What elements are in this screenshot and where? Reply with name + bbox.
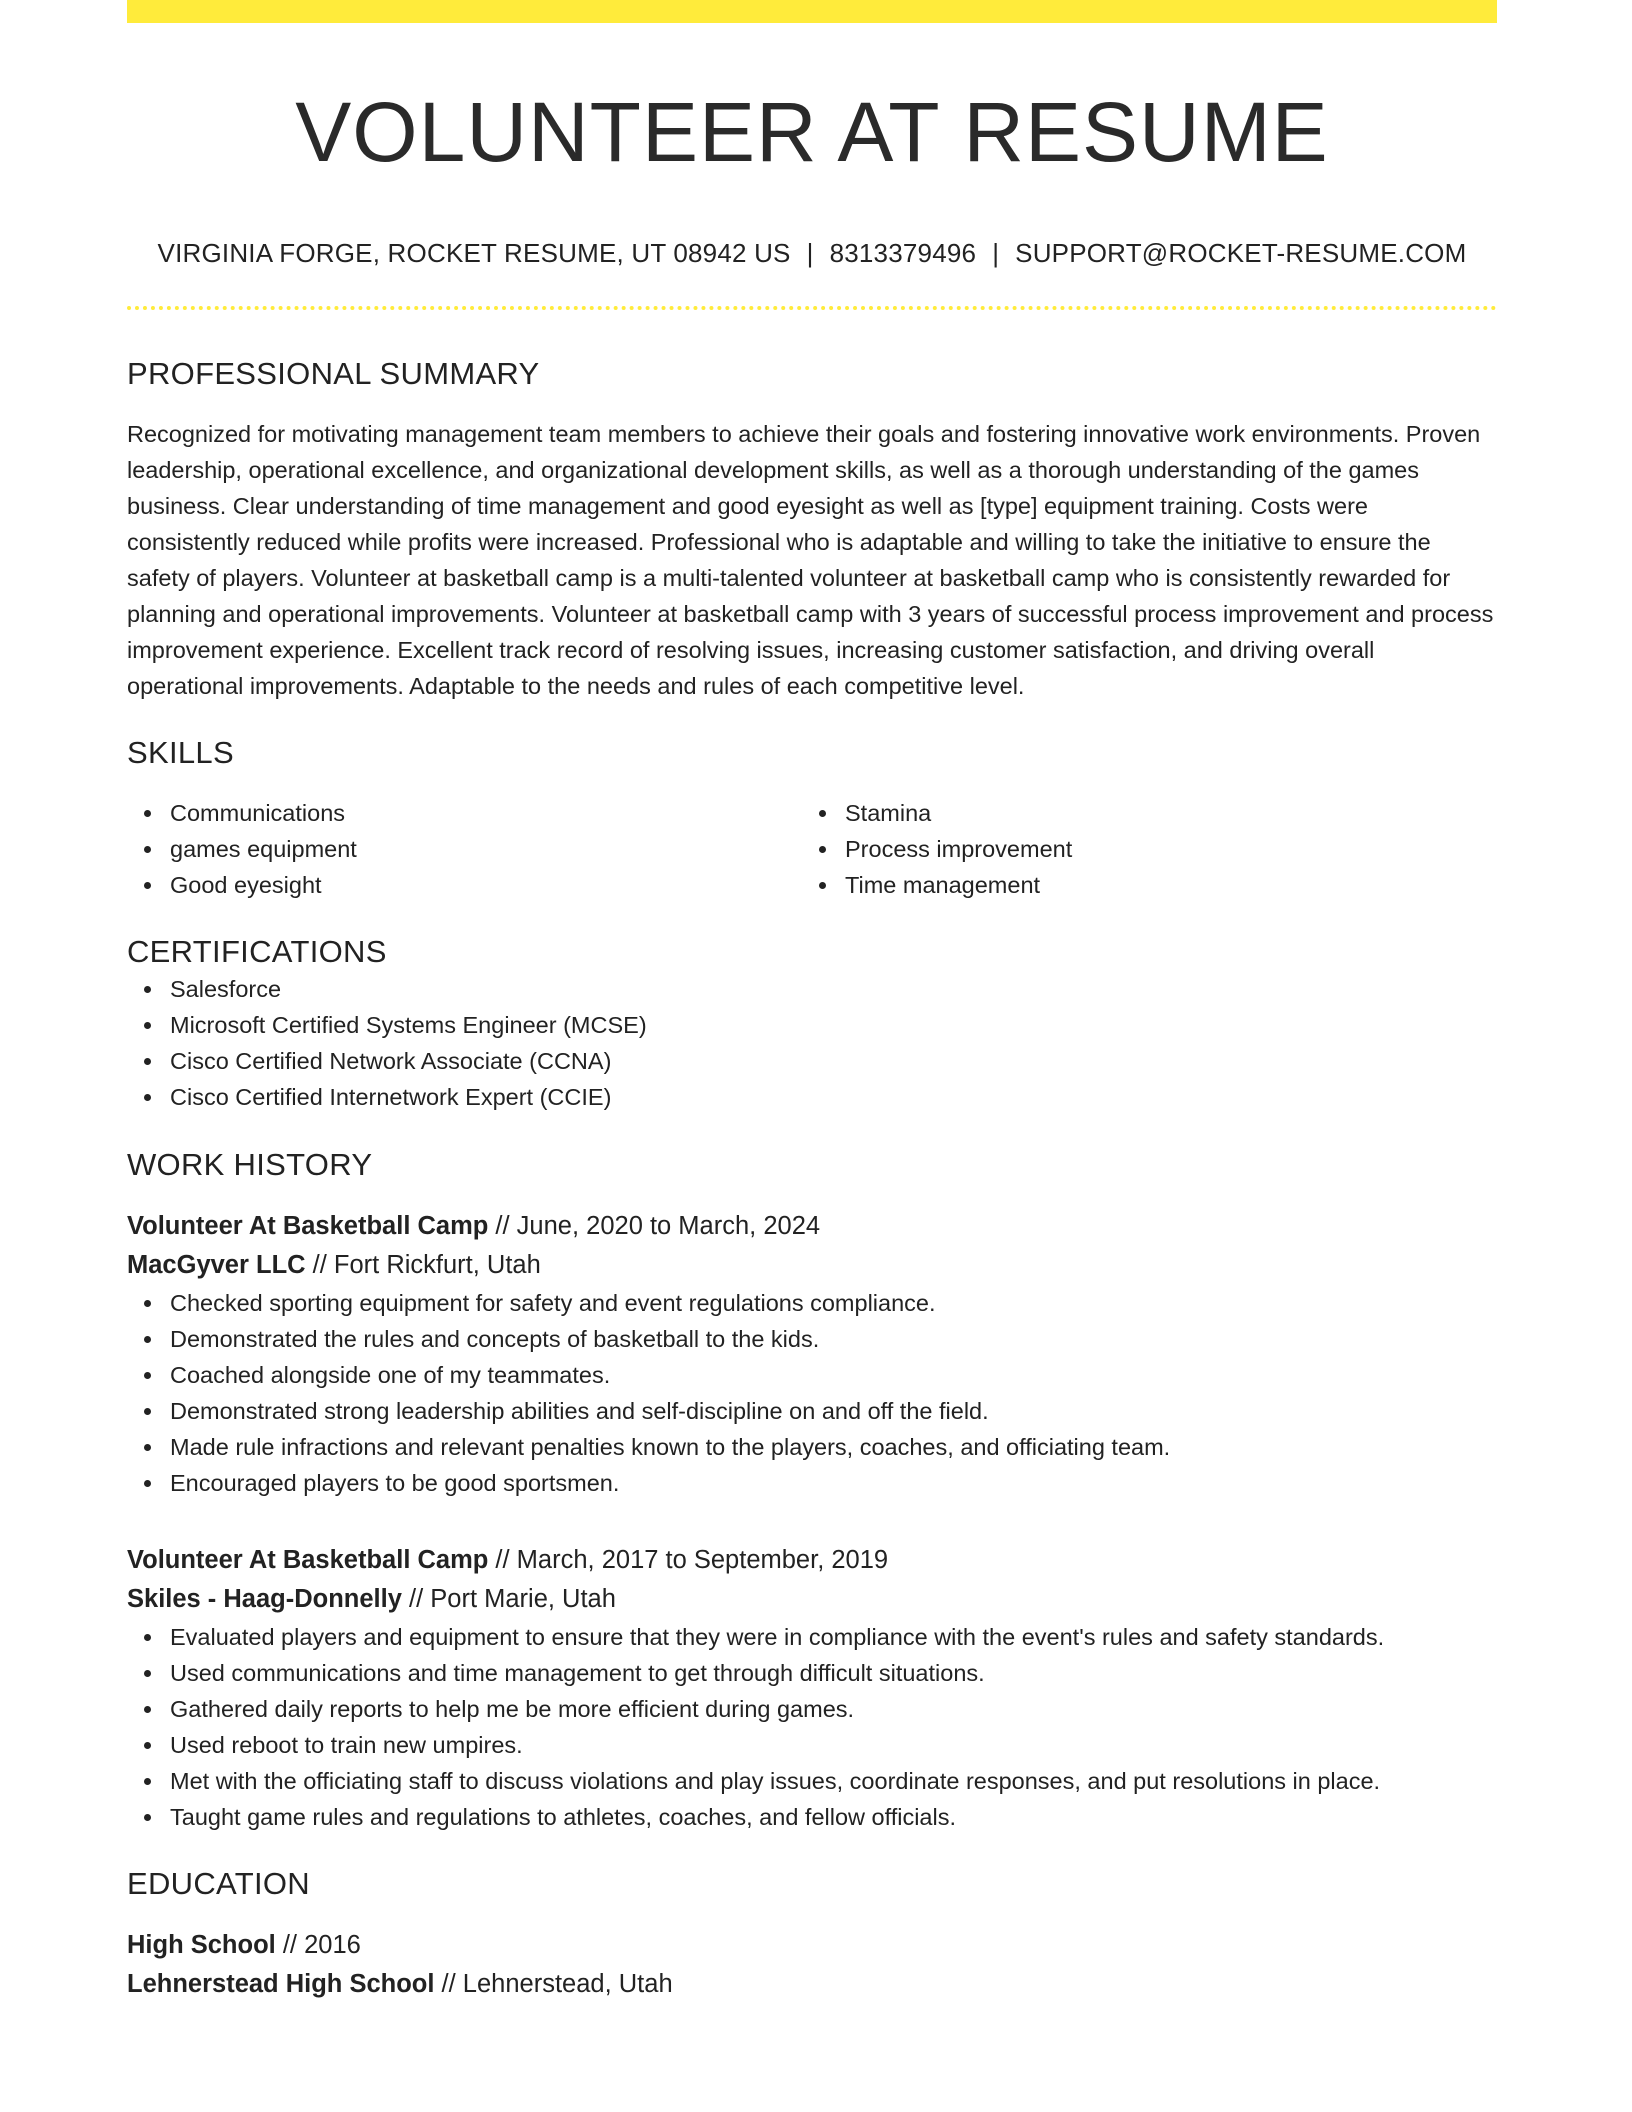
skills-list-right	[802, 795, 1477, 903]
contact-separator: |	[806, 238, 814, 268]
contact-address: VIRGINIA FORGE, ROCKET RESUME, UT 08942 US	[157, 238, 791, 268]
job-duty: Used communications and time management to get through difficult situations.	[127, 1655, 1497, 1691]
accent-bar	[127, 0, 1497, 23]
section-title-work-history: WORK HISTORY	[127, 1147, 373, 1182]
section-title-skills: SKILLS	[127, 735, 234, 770]
job-dates: // June, 2020 to March, 2024	[488, 1212, 821, 1240]
dotted-divider	[127, 306, 1497, 310]
certification-item: Cisco Certified Internetwork Expert (CCIE)	[127, 1079, 1497, 1115]
skill-item: games equipment	[127, 831, 802, 867]
certifications-section	[127, 933, 1497, 1115]
skill-item: Communications	[127, 795, 802, 831]
work-history-section	[127, 1146, 1497, 1835]
job-title-line	[127, 1541, 1497, 1580]
education-degree-line	[127, 1926, 1497, 1965]
certification-item: Microsoft Certified Systems Engineer (MCSE)	[127, 1007, 1497, 1043]
job-dates: // March, 2017 to September, 2019	[488, 1546, 889, 1574]
certification-item: Cisco Certified Network Associate (CCNA)	[127, 1043, 1497, 1079]
education-school: Lehnerstead High School	[127, 1970, 435, 1998]
education-year: // 2016	[275, 1931, 361, 1959]
job-duty: Taught game rules and regulations to athletes, coaches, and fellow officials.	[127, 1799, 1497, 1835]
job-company-line	[127, 1246, 1497, 1285]
skills-grid	[127, 795, 1497, 903]
resume-content	[127, 23, 1497, 2004]
education-location: // Lehnerstead, Utah	[434, 1970, 673, 1998]
education-school-line	[127, 1965, 1497, 2004]
certification-item: Salesforce	[127, 971, 1497, 1007]
skills-column-right	[802, 795, 1477, 903]
job-entry	[127, 1541, 1497, 1835]
education-entry	[127, 1926, 1497, 2004]
job-company-line	[127, 1580, 1497, 1619]
section-title-summary: PROFESSIONAL SUMMARY	[127, 356, 540, 391]
skill-item: Process improvement	[802, 831, 1477, 867]
job-duty: Demonstrated strong leadership abilities and self-discipline on and off the field.	[127, 1393, 1497, 1429]
section-title-certifications: CERTIFICATIONS	[127, 934, 387, 969]
job-title-line	[127, 1207, 1497, 1246]
job-duty: Checked sporting equipment for safety and event regulations compliance.	[127, 1285, 1497, 1321]
contact-phone: 8313379496	[829, 238, 977, 268]
summary-text: Recognized for motivating management team members to achieve their goals and fostering innovative work environments. Proven leadership, operational excellence, and organizational development skills, as well as a thorough understanding of the games business. Clear understanding of time management and good eyesight as well as [type] equipment training. Costs were consistently reduced while profits were increased. Professional who is adaptable and willing to take the initiative to ensure the safety of players. Volunteer at basketball camp is a multi-talented volunteer at basketball camp who is consistently rewarded for planning and operational improvements. Volunteer at basketball camp with 3 years of successful process improvement and process improvement experience. Excellent track record of resolving issues, increasing customer satisfaction, and driving overall operational improvements. Adaptable to the needs and rules of each competitive level.	[127, 421, 1494, 699]
education-section	[127, 1865, 1497, 2004]
skill-item: Stamina	[802, 795, 1477, 831]
contact-separator: |	[992, 238, 1000, 268]
skill-item: Time management	[802, 867, 1477, 903]
skills-section	[127, 734, 1497, 903]
contact-line	[127, 237, 1497, 269]
job-company: MacGyver LLC	[127, 1251, 306, 1279]
contact-email: SUPPORT@ROCKET-RESUME.COM	[1015, 238, 1467, 268]
job-duty: Made rule infractions and relevant penalties known to the players, coaches, and officiating team.	[127, 1429, 1497, 1465]
job-entry	[127, 1207, 1497, 1501]
job-duty: Coached alongside one of my teammates.	[127, 1357, 1497, 1393]
job-duty: Demonstrated the rules and concepts of basketball to the kids.	[127, 1321, 1497, 1357]
job-role: Volunteer At Basketball Camp	[127, 1212, 489, 1240]
job-company: Skiles - Haag-Donnelly	[127, 1585, 402, 1613]
job-duty: Gathered daily reports to help me be more efficient during games.	[127, 1691, 1497, 1727]
job-duty: Met with the officiating staff to discuss violations and play issues, coordinate responses, and put resolutions in place.	[127, 1763, 1497, 1799]
skills-column-left	[127, 795, 802, 903]
job-duties-list	[127, 1619, 1497, 1835]
job-location: // Fort Rickfurt, Utah	[305, 1251, 541, 1279]
job-duty: Used reboot to train new umpires.	[127, 1727, 1497, 1763]
job-role: Volunteer At Basketball Camp	[127, 1546, 489, 1574]
section-title-education: EDUCATION	[127, 1866, 310, 1901]
certifications-list	[127, 971, 1497, 1115]
skill-item: Good eyesight	[127, 867, 802, 903]
job-duty: Encouraged players to be good sportsmen.	[127, 1465, 1497, 1501]
job-duties-list	[127, 1285, 1497, 1501]
job-duty: Evaluated players and equipment to ensure that they were in compliance with the event's rules and safety standards.	[127, 1619, 1497, 1655]
education-degree: High School	[127, 1931, 276, 1959]
professional-summary-section	[127, 355, 1497, 704]
job-location: // Port Marie, Utah	[401, 1585, 616, 1613]
skills-list-left	[127, 795, 802, 903]
resume-name: VOLUNTEER AT RESUME	[295, 85, 1329, 179]
